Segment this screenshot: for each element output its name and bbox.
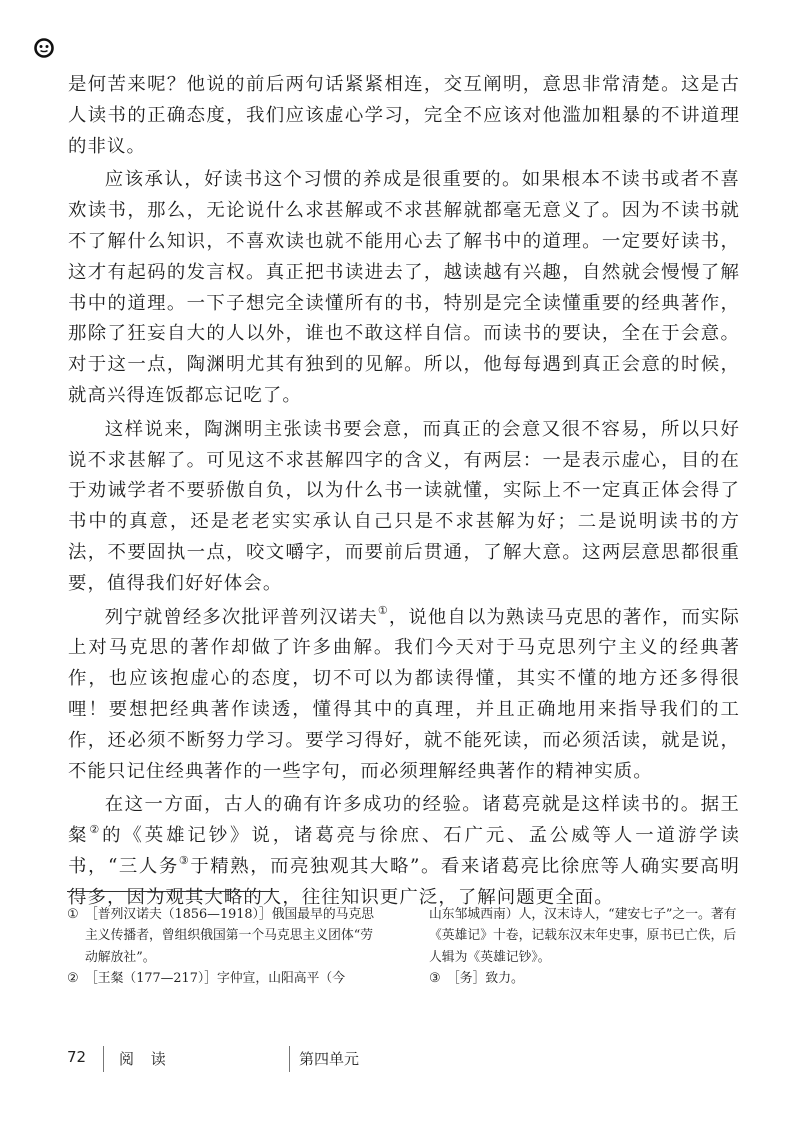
footnote-3-mark: ③ xyxy=(429,970,441,986)
page-footer xyxy=(67,1048,747,1072)
paragraph-5-part-b: 的《英雄记钞》说，诸葛亮与徐庶、石广元、孟公威等人一道游学读书，“三人务 xyxy=(68,825,740,877)
footnotes-left-column xyxy=(67,904,375,989)
footnote-1 xyxy=(67,904,375,968)
footnote-2 xyxy=(67,968,375,989)
article-body xyxy=(68,70,740,914)
footer-divider xyxy=(289,1046,290,1072)
paragraph-3: 这样说来，陶渊明主张读书要会意，而真正的会意又很不容易，所以只好说不求甚解了。可见这不求甚解四字的含义，有两层：一是表示虚心，目的在于劝诫学者不要骄傲自负，以为什么书一读就懂，实际上不一定真正体会得了书中的真意，还是老老实实承认自己只是不求甚解为好；二是说明读书的方法，不要固执一点，咬文嚼字，而要前后贯通，了解大意。这两层意思都很重要，值得我们好好体会。 xyxy=(68,418,740,594)
smiley-face-icon xyxy=(33,37,55,59)
paragraph-5 xyxy=(68,790,740,913)
unit-label: 第四单元 xyxy=(299,1050,360,1068)
footnotes xyxy=(67,904,747,989)
footnote-2-mark: ② xyxy=(67,970,79,986)
book-title: 阅 读 xyxy=(119,1050,172,1068)
paragraph-5-part-c: 于精熟，而亮独观其大略”。看来诸葛亮比徐庶等人确实要高明得多，因为观其大略的人，往往知识更广泛，了解问题更全面。 xyxy=(68,855,741,908)
footnote-ref-2[interactable]: ② xyxy=(89,823,103,836)
footnotes-right-column xyxy=(429,904,747,989)
paragraph-4-part-b: ，说他自以为熟读马克思的著作，而实际上对马克思的著作却做了许多曲解。我们今天对于马克思列宁主义的经典著作，也应该抱虚心的态度，切不可以为都读得懂，其实不懂的地方还多得很哩！要想把经典著作读透，懂得其中的真理，并且正确地用来指导我们的工作，还必须不断努力学习。要学习得好，就不能死读，而必须活读，就是说，不能只记住经典著作的一些字句，而必须理解经典著作的精神实质。 xyxy=(68,606,740,782)
footnote-3 xyxy=(429,968,747,989)
paragraph-4-part-a: 列宁就曾经多次批评普列汉诺夫 xyxy=(104,606,378,628)
paragraph-1: 是何苦来呢？他说的前后两句话紧紧相连，交互阐明，意思非常清楚。这是古人读书的正确态度，我们应该虚心学习，完全不应该对他滥加粗暴的不讲道理的非议。 xyxy=(68,74,740,157)
footnote-1-mark: ① xyxy=(67,907,79,922)
footnote-2-continued: 山东邹城西南）人，汉末诗人，“建安七子”之一。著有《英雄记》十卷，记载东汉末年史事，原书已亡佚，后人辑为《英雄记钞》。 xyxy=(429,907,737,965)
paragraph-5-part-a: 在这一方面，古人的确有许多成功的经验。诸葛亮就是这样读书的。据王粲 xyxy=(68,794,740,847)
footer-divider xyxy=(103,1046,104,1072)
footnote-3-text: ［务］致力。 xyxy=(447,970,524,986)
footnote-divider xyxy=(67,891,279,892)
page-number: 72 xyxy=(67,1048,87,1066)
footnote-1-text: ［普列汉诺夫（1856—1918）］俄国最早的马克思主义传播者，曾组织俄国第一个马克思主义团体“劳动解放社”。 xyxy=(85,907,375,965)
paragraph-2: 应该承认，好读书这个习惯的养成是很重要的。如果根本不读书或者不喜欢读书，那么，无论说什么求甚解或不求甚解就都毫无意义了。因为不读书就不了解什么知识，不喜欢读也就不能用心去了解书中的道理。一定要好读书，这才有起码的发言权。真正把书读进去了，越读越有兴趣，自然就会慢慢了解书中的道理。一下子想完全读懂所有的书，特别是完全读懂重要的经典著作，那除了狂妄自大的人以外，谁也不敢这样自信。而读书的要诀，全在于会意。对于这一点，陶渊明尤其有独到的见解。所以，他每每遇到真正会意的时候，就高兴得连饭都忘记吃了。 xyxy=(68,169,740,406)
footnote-ref-1[interactable]: ① xyxy=(377,604,389,618)
footnote-ref-3[interactable]: ③ xyxy=(178,853,191,867)
footnote-2-text: ［王粲（177—217）］字仲宣，山阳高平（今 xyxy=(85,970,345,986)
paragraph-4 xyxy=(68,603,740,788)
